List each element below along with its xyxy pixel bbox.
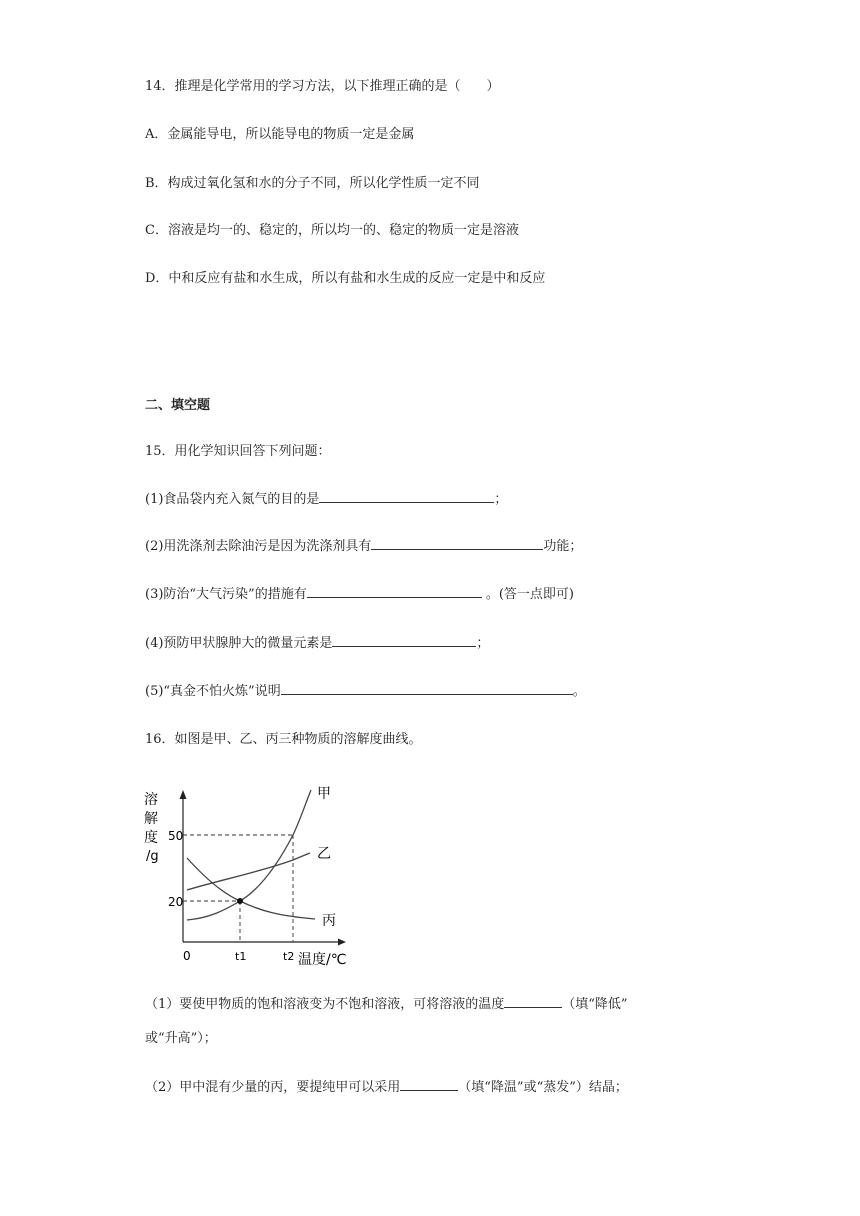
q16-stem: 16．如图是甲、乙、丙三种物质的溶解度曲线。 — [145, 732, 422, 747]
y-label-2: 解 — [144, 811, 158, 827]
section-title: 二、填空题 — [145, 398, 211, 413]
q15-item-4-text: (4)预防甲状腺肿大的微量元素是 — [145, 636, 333, 651]
q16-sub1-line2: 或“升高”）； — [145, 1031, 217, 1046]
q15-item-5-end: 。 — [572, 684, 586, 699]
series-label-yi: 乙 — [317, 846, 331, 862]
origin-label: 0 — [183, 949, 191, 963]
q15-item-3 — [145, 585, 574, 604]
x-axis-label: 温度/℃ — [298, 952, 347, 968]
q14-option-c: C．溶液是均一的、稳定的，所以均一的、稳定的物质一定是溶液 — [145, 223, 519, 238]
x-axis-arrow-icon — [338, 939, 346, 946]
q16-sub1-text: （1）要使甲物质的饱和溶液变为不饱和溶液，可将溶液的温度 — [145, 997, 505, 1012]
q15-item-3-end: 。(答一点即可) — [481, 587, 574, 602]
q15-item-1-end: ； — [494, 492, 508, 507]
q15-item-1 — [145, 490, 507, 509]
answer-blank[interactable] — [307, 585, 482, 598]
q15-item-4-end: ； — [476, 636, 490, 651]
q15-item-4 — [145, 634, 489, 653]
y-label-1: 溶 — [144, 792, 158, 808]
answer-blank[interactable] — [332, 634, 476, 647]
answer-blank[interactable] — [319, 490, 494, 503]
y-label-4: /g — [146, 849, 159, 864]
answer-blank[interactable] — [281, 682, 573, 695]
series-label-jia: 甲 — [317, 786, 331, 802]
answer-blank[interactable] — [371, 537, 543, 550]
answer-blank[interactable] — [504, 995, 562, 1008]
y-tick-20: 20 — [168, 895, 184, 909]
q16-sub2-text: （2）甲中混有少量的丙，要提纯甲可以采用 — [145, 1080, 401, 1095]
q15-stem: 15．用化学知识回答下列问题： — [145, 444, 331, 459]
q15-item-2-end: 功能； — [543, 539, 583, 554]
q14-option-b: B．构成过氧化氢和水的分子不同，所以化学性质一定不同 — [145, 176, 480, 191]
q16-sub2-end: （填“降温”或“蒸发”）结晶； — [458, 1080, 628, 1095]
series-label-bing: 丙 — [322, 913, 336, 929]
y-axis-arrow-icon — [180, 790, 187, 799]
x-tick-t1: t1 — [235, 950, 247, 963]
q15-item-1-text: (1)食品袋内充入氮气的目的是 — [145, 492, 320, 507]
solubility-chart — [140, 780, 360, 970]
y-tick-50: 50 — [168, 829, 184, 843]
q16-sub1-line1 — [145, 995, 628, 1014]
q14-option-d: D．中和反应有盐和水生成，所以有盐和水生成的反应一定是中和反应 — [145, 271, 546, 286]
intersection-point — [237, 898, 243, 904]
q16-sub2 — [145, 1078, 628, 1097]
curve-jia — [187, 790, 311, 920]
q15-item-5-text: (5)“真金不怕火炼”说明 — [145, 684, 281, 699]
q14-stem: 14．推理是化学常用的学习方法，以下推理正确的是（ ） — [145, 79, 500, 94]
curve-bing — [187, 858, 315, 919]
x-tick-t2: t2 — [283, 950, 295, 963]
q14-option-a: A．金属能导电，所以能导电的物质一定是金属 — [145, 127, 415, 142]
y-label-3: 度 — [144, 830, 158, 846]
q15-item-5 — [145, 682, 586, 701]
answer-blank[interactable] — [400, 1078, 458, 1091]
curve-yi — [187, 853, 310, 890]
q16-sub1-end: （填“降低” — [562, 997, 628, 1012]
q15-item-3-text: (3)防治“大气污染”的措施有 — [145, 587, 307, 602]
q15-item-2 — [145, 537, 582, 556]
q15-item-2-text: (2)用洗涤剂去除油污是因为洗涤剂具有 — [145, 539, 372, 554]
